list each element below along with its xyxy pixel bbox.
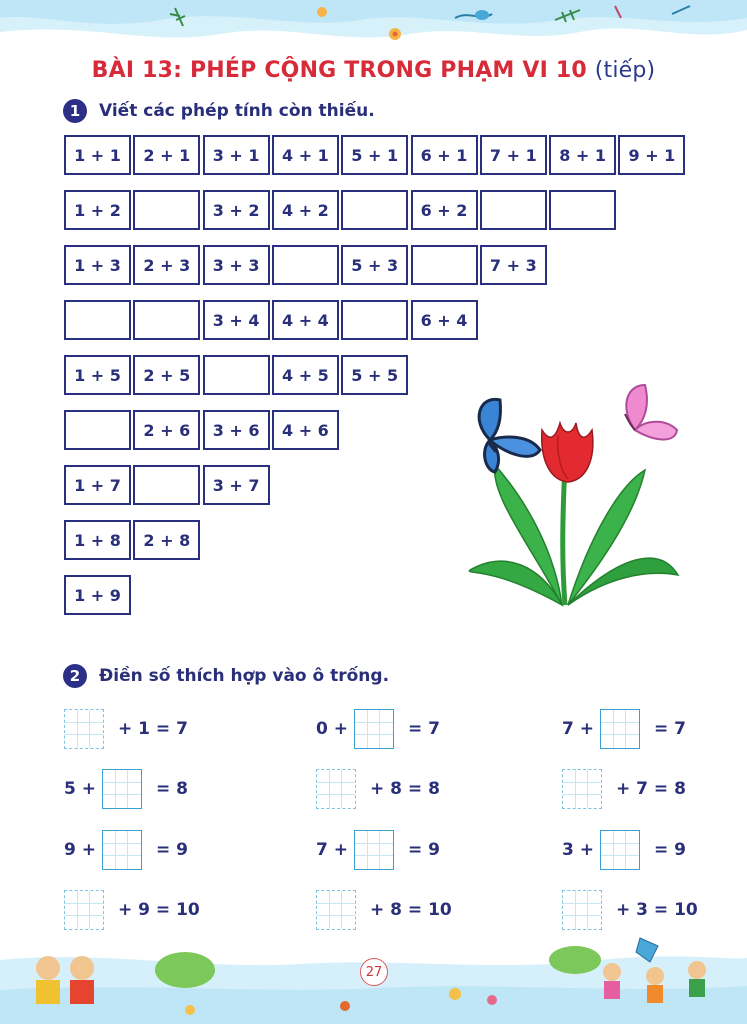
flower-illustration bbox=[450, 375, 690, 615]
exercise-number-badge: 2 bbox=[63, 664, 87, 688]
equation-left: 9 + bbox=[64, 840, 96, 860]
equation-item bbox=[562, 769, 686, 809]
addition-cell: 6 + 2 bbox=[411, 190, 478, 230]
equation-right: = 9 bbox=[156, 840, 188, 860]
equation-right: + 3 = 10 bbox=[616, 900, 698, 920]
addition-cell: 3 + 4 bbox=[203, 300, 270, 340]
addition-cell: 2 + 1 bbox=[133, 135, 200, 175]
lesson-title-main: BÀI 13: PHÉP CỘNG TRONG PHẠM VI 10 bbox=[91, 58, 587, 83]
equation-item bbox=[64, 769, 188, 809]
empty-answer-cell[interactable] bbox=[272, 245, 339, 285]
answer-box[interactable] bbox=[562, 890, 602, 930]
empty-answer-cell[interactable] bbox=[133, 190, 200, 230]
empty-answer-cell[interactable] bbox=[203, 355, 270, 395]
equation-item bbox=[562, 709, 686, 749]
empty-answer-cell[interactable] bbox=[549, 190, 616, 230]
addition-cell: 7 + 1 bbox=[480, 135, 547, 175]
equation-item bbox=[64, 890, 200, 930]
addition-cell: 9 + 1 bbox=[618, 135, 685, 175]
addition-cell: 2 + 6 bbox=[133, 410, 200, 450]
empty-answer-cell[interactable] bbox=[480, 190, 547, 230]
leaf-icon bbox=[568, 470, 645, 605]
flower-icon bbox=[317, 7, 327, 17]
addition-cell: 1 + 1 bbox=[64, 135, 131, 175]
equation-right: + 8 = 8 bbox=[370, 779, 440, 799]
addition-cell: 1 + 7 bbox=[64, 465, 131, 505]
equation-right: + 8 = 10 bbox=[370, 900, 452, 920]
equation-item bbox=[562, 890, 698, 930]
equation-item bbox=[316, 830, 440, 870]
equation-item bbox=[316, 769, 440, 809]
addition-cell: 1 + 9 bbox=[64, 575, 131, 615]
addition-cell: 8 + 1 bbox=[549, 135, 616, 175]
addition-cell: 2 + 5 bbox=[133, 355, 200, 395]
addition-cell: 5 + 1 bbox=[341, 135, 408, 175]
addition-cell: 6 + 1 bbox=[411, 135, 478, 175]
answer-box[interactable] bbox=[64, 709, 104, 749]
equation-right: = 8 bbox=[156, 779, 188, 799]
addition-cell: 4 + 4 bbox=[272, 300, 339, 340]
equation-item bbox=[316, 709, 440, 749]
equation-item bbox=[64, 709, 188, 749]
answer-box[interactable] bbox=[600, 830, 640, 870]
equation-right: = 9 bbox=[408, 840, 440, 860]
addition-cell: 5 + 3 bbox=[341, 245, 408, 285]
exercise-2-instruction: Điền số thích hợp vào ô trống. bbox=[99, 666, 390, 686]
equation-left: 5 + bbox=[64, 779, 96, 799]
empty-answer-cell[interactable] bbox=[133, 300, 200, 340]
lesson-title bbox=[0, 58, 747, 83]
equation-item bbox=[316, 890, 452, 930]
addition-cell: 4 + 5 bbox=[272, 355, 339, 395]
page-number: 27 bbox=[360, 958, 388, 986]
empty-answer-cell[interactable] bbox=[64, 300, 131, 340]
addition-cell: 4 + 2 bbox=[272, 190, 339, 230]
answer-box[interactable] bbox=[102, 830, 142, 870]
answer-box[interactable] bbox=[316, 769, 356, 809]
addition-cell: 4 + 6 bbox=[272, 410, 339, 450]
addition-cell: 1 + 3 bbox=[64, 245, 131, 285]
addition-cell: 2 + 8 bbox=[133, 520, 200, 560]
equation-right: = 9 bbox=[654, 840, 686, 860]
answer-box[interactable] bbox=[562, 769, 602, 809]
equation-item bbox=[562, 830, 686, 870]
equation-left: 7 + bbox=[562, 719, 594, 739]
empty-answer-cell[interactable] bbox=[341, 190, 408, 230]
addition-cell: 3 + 6 bbox=[203, 410, 270, 450]
answer-box[interactable] bbox=[354, 830, 394, 870]
empty-answer-cell[interactable] bbox=[411, 245, 478, 285]
equation-right: = 7 bbox=[408, 719, 440, 739]
exercise-1-instruction: Viết các phép tính còn thiếu. bbox=[99, 101, 375, 121]
addition-cell: 3 + 7 bbox=[203, 465, 270, 505]
answer-box[interactable] bbox=[600, 709, 640, 749]
exercise-number-badge: 1 bbox=[63, 99, 87, 123]
equation-right: = 7 bbox=[654, 719, 686, 739]
addition-cell: 2 + 3 bbox=[133, 245, 200, 285]
addition-cell: 1 + 2 bbox=[64, 190, 131, 230]
addition-cell: 7 + 3 bbox=[480, 245, 547, 285]
top-sky-banner bbox=[0, 0, 747, 50]
addition-cell: 1 + 5 bbox=[64, 355, 131, 395]
answer-box[interactable] bbox=[102, 769, 142, 809]
answer-box[interactable] bbox=[64, 890, 104, 930]
equation-left: 0 + bbox=[316, 719, 348, 739]
equation-right: + 7 = 8 bbox=[616, 779, 686, 799]
equation-left: 7 + bbox=[316, 840, 348, 860]
addition-cell: 3 + 3 bbox=[203, 245, 270, 285]
tulip-icon bbox=[542, 423, 593, 482]
answer-box[interactable] bbox=[316, 890, 356, 930]
answer-box[interactable] bbox=[354, 709, 394, 749]
addition-cell: 4 + 1 bbox=[272, 135, 339, 175]
addition-cell: 3 + 1 bbox=[203, 135, 270, 175]
empty-answer-cell[interactable] bbox=[133, 465, 200, 505]
exercise-1-heading bbox=[63, 99, 375, 123]
equation-left: 3 + bbox=[562, 840, 594, 860]
exercise-2-heading bbox=[63, 664, 389, 688]
addition-cell: 3 + 2 bbox=[203, 190, 270, 230]
addition-cell: 6 + 4 bbox=[411, 300, 478, 340]
empty-answer-cell[interactable] bbox=[341, 300, 408, 340]
equation-right: + 9 = 10 bbox=[118, 900, 200, 920]
equation-right: + 1 = 7 bbox=[118, 719, 188, 739]
lesson-title-sub: (tiếp) bbox=[594, 58, 656, 83]
empty-answer-cell[interactable] bbox=[64, 410, 131, 450]
blue-butterfly-icon bbox=[479, 399, 540, 472]
addition-cell: 5 + 5 bbox=[341, 355, 408, 395]
addition-cell: 1 + 8 bbox=[64, 520, 131, 560]
flower-icon bbox=[389, 28, 401, 40]
pink-butterfly-icon bbox=[625, 385, 677, 439]
equation-item bbox=[64, 830, 188, 870]
